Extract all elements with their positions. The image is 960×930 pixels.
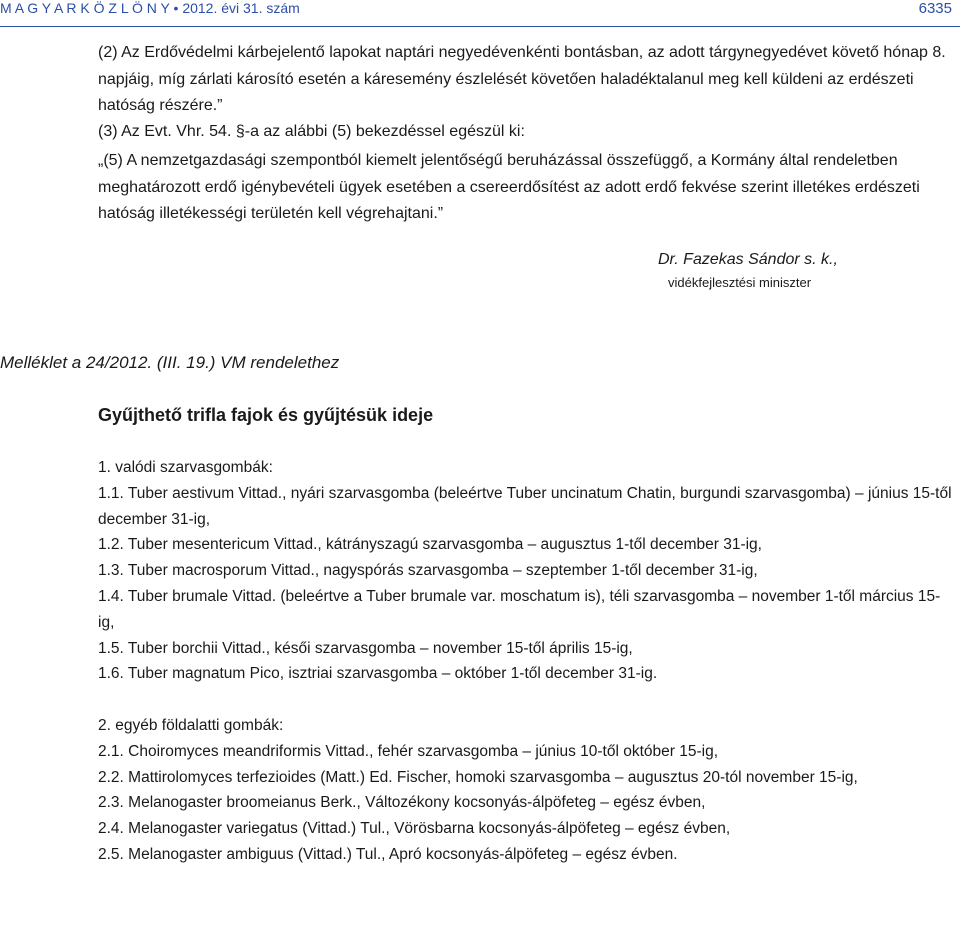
paragraph-5-quote: „(5) A nemzetgazdasági szempontból kiemelt jelentőségű beruházással összefüggő, a Kormány által rendeletben meghatározott erdő igénybevételi ügyek esetében a csereerdősítést az adott erdő fekvése szerint illetékes erdészeti hatóság illetékességi területén kell végrehajtani.” <box>98 152 920 222</box>
list-item: 1.5. Tuber borchii Vittad., késői szarvasgomba – november 15-től április 15-ig, <box>98 639 633 657</box>
annex-label: Melléklet a 24/2012. (III. 19.) VM rendelethez <box>0 353 340 372</box>
truffle-list-group-1 <box>98 455 956 687</box>
truffle-list-group-2 <box>98 713 956 868</box>
header-rule <box>0 26 960 27</box>
page-number: 6335 <box>918 0 952 17</box>
list-item: 1.4. Tuber brumale Vittad. (beleértve a Tuber brumale var. moschatum is), téli szarvasgomba – november 1-től március 15-ig, <box>98 587 941 631</box>
list-item: 1.1. Tuber aestivum Vittad., nyári szarvasgomba (beleértve Tuber uncinatum Chatin, burgundi szarvasgomba) – június 15-től december 31-ig, <box>98 484 952 528</box>
paragraph-2: (2) Az Erdővédelmi kárbejelentő lapokat naptári negyedévenkénti bontásban, az adott tárgynegyedévet követő hónap 8. napjáig, míg zárlati károsító esetén a káresemény észlelését követően haladéktalanul meg kell küldeni az erdészeti hatóság részére.” <box>98 44 946 114</box>
list-item: 2.4. Melanogaster variegatus (Vittad.) Tul., Vörösbarna kocsonyás-álpöfeteg – egész évben, <box>98 820 731 838</box>
list-item: 2.2. Mattirolomyces terfezioides (Matt.) Ed. Fischer, homoki szarvasgomba – augusztus 20-tól november 15-ig, <box>98 768 858 786</box>
running-header: M A G Y A R K Ö Z L Ö N Y • 2012. évi 31. szám <box>0 0 300 16</box>
list-heading: 1. valódi szarvasgombák: <box>98 459 273 476</box>
list-item: 2.3. Melanogaster broomeianus Berk., Változékony kocsonyás-álpöfeteg – egész évben, <box>98 794 706 812</box>
list-heading: 2. egyéb földalatti gombák: <box>98 717 284 734</box>
list-item: 1.6. Tuber magnatum Pico, isztriai szarvasgomba – október 1-től december 31-ig. <box>98 665 658 683</box>
signatory-title: vidékfejlesztési miniszter <box>668 275 812 290</box>
list-item: 1.2. Tuber mesentericum Vittad., kátrányszagú szarvasgomba – augusztus 1-től december 31-ig, <box>98 536 762 554</box>
annex-title: Gyűjthető trifla fajok és gyűjtésük ideje <box>98 405 434 425</box>
paragraph-3: (3) Az Evt. Vhr. 54. §-a az alábbi (5) bekezdéssel egészül ki: <box>98 123 525 140</box>
list-item: 2.5. Melanogaster ambiguus (Vittad.) Tul., Apró kocsonyás-álpöfeteg – egész évben. <box>98 845 678 863</box>
list-item: 2.1. Choiromyces meandriformis Vittad., fehér szarvasgomba – június 10-től október 15-ig, <box>98 742 719 760</box>
signatory-name: Dr. Fazekas Sándor s. k., <box>658 251 838 268</box>
list-item: 1.3. Tuber macrosporum Vittad., nagyspórás szarvasgomba – szeptember 1-től december 31-ig, <box>98 562 758 580</box>
